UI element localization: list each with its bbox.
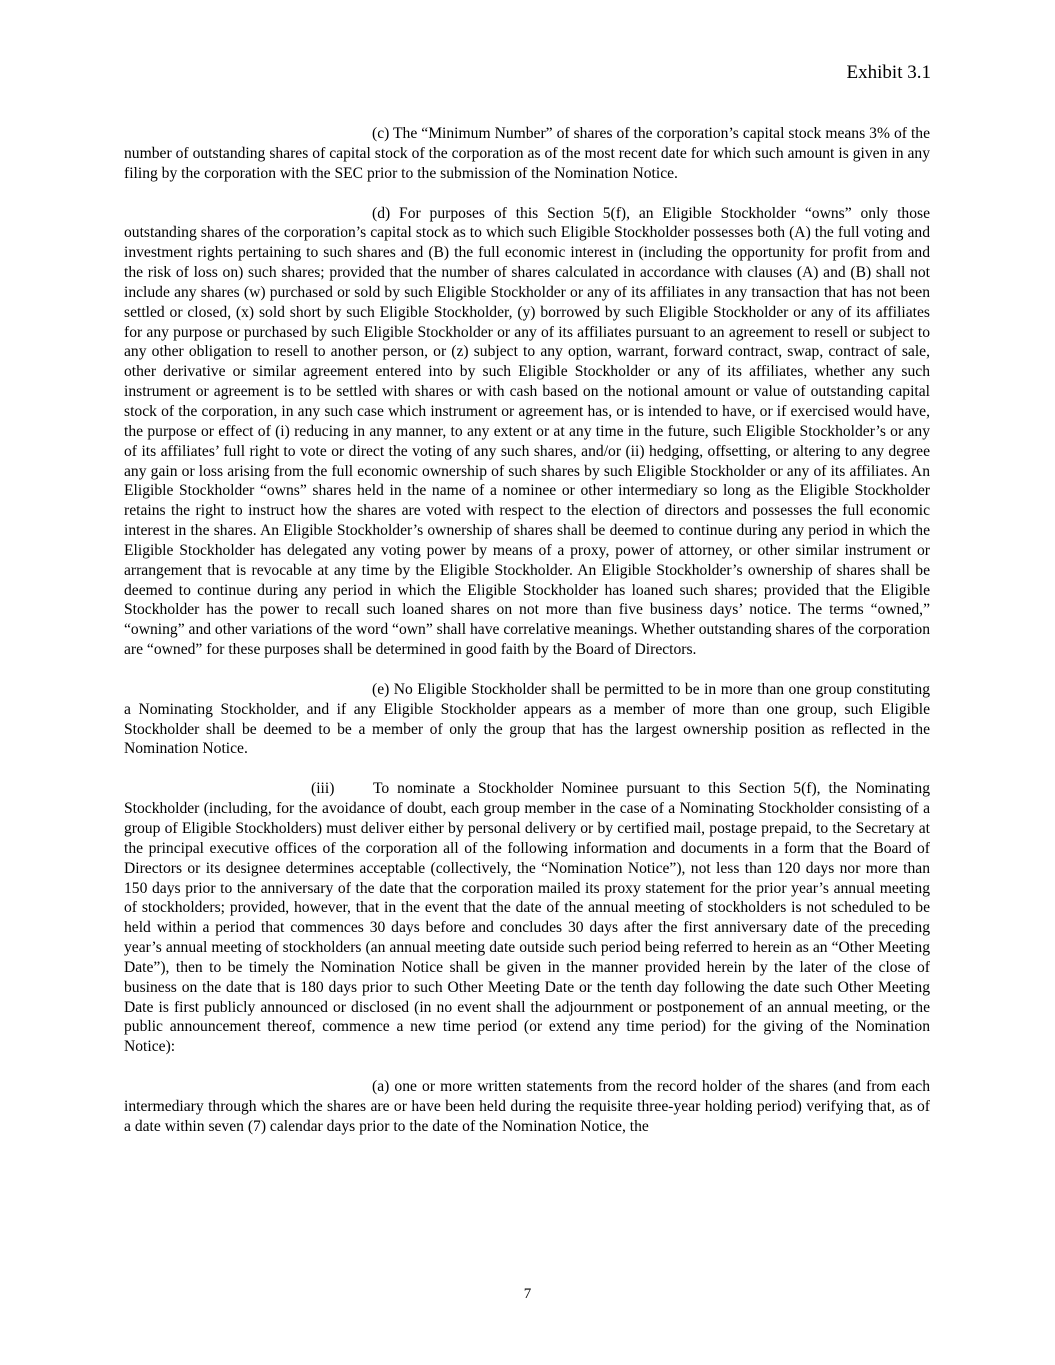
paragraph-iii [124, 779, 930, 1057]
paragraph-e: (e) No Eligible Stockholder shall be permitted to be in more than one group constituting a Nominating Stockholder, and if any Eligible Stockholder appears as a member of more than one group, such Eligible Stockholder shall be deemed to be a member of only the group that has the largest ownership position as reflected in the Nomination Notice. [124, 680, 930, 758]
paragraph-iii-text: To nominate a Stockholder Nominee pursuant to this Section 5(f), the Nominating Stockholder (including, for the avoidance of doubt, each group member in the case of a Nominating Stockholder consisting of a group of Eligible Stockholders) must deliver either by personal delivery or by certified mail, postage prepaid, to the Secretary at the principal executive offices of the corporation all of the following information and documents in a form that the Board of Directors or its designee determines acceptable (collectively, the “Nomination Notice”), not less than 120 days nor more than 150 days prior to the anniversary of the date that the corporation mailed its proxy statement for the prior year’s annual meeting of stockholders; provided, however, that in the event that the date of the annual meeting of stockholders is not scheduled to be held within a period that commences 30 days before and concludes 30 days after the first anniversary date of the preceding year’s annual meeting of stockholders (an annual meeting date outside such period being referred to herein as an “Other Meeting Date”), then to be timely the Nomination Notice shall be given in the manner provided herein by the later of the close of business on the date that is 180 days prior to such Other Meeting Date or the tenth day following the date such Other Meeting Date is first publicly announced or disclosed (in no event shall the adjournment or postponement of an annual meeting, or the public announcement thereof, commence a new time period (or extend any time period) for the giving of the Nomination Notice): [124, 780, 930, 1056]
exhibit-label: Exhibit 3.1 [846, 62, 931, 83]
paragraph-iii-number: (iii) [311, 780, 335, 798]
page-number: 7 [523, 1286, 532, 1302]
paragraph-a: (a) one or more written statements from the record holder of the shares (and from each intermediary through which the shares are or have been held during the requisite three-year holding period) verifying that, as of a date within seven (7) calendar days prior to the date of the Nomination Notice, the [124, 1078, 930, 1135]
paragraph-d: (d) For purposes of this Section 5(f), an Eligible Stockholder “owns” only those outstanding shares of the corporation’s capital stock as to which such Eligible Stockholder possesses both (A) the full voting and investment rights pertaining to such shares and (B) the full economic interest in (including the opportunity for profit from and the risk of loss on) such shares; provided that the number of shares calculated in accordance with clauses (A) and (B) shall not include any shares (w) purchased or sold by such Eligible Stockholder or any of its affiliates in any transaction that has not been settled or closed, (x) sold short by such Eligible Stockholder, (y) borrowed by such Eligible Stockholder or any of its affiliates for any purpose or purchased by such Eligible Stockholder or any of its affiliates pursuant to an agreement to resell or subject to any other obligation to resell to another person, or (z) subject to any option, warrant, forward contract, swap, contract of sale, other derivative or similar agreement entered into by such Eligible Stockholder or any of its affiliates, whether any such instrument or agreement is to be settled with shares or with cash based on the notional amount or value of outstanding capital stock of the corporation, in any such case which instrument or agreement has, or is intended to have, or if exercised would have, the purpose or effect of (i) reducing in any manner, to any extent or at any time in the future, such Eligible Stockholder’s or any of its affiliates’ full right to vote or direct the voting of any such shares, and/or (ii) hedging, offsetting, or altering to any degree any gain or loss arising from the full economic ownership of such shares by such Eligible Stockholder or any of its affiliates. An Eligible Stockholder “owns” shares held in the name of a nominee or other intermediary so long as the Eligible Stockholder retains the right to instruct how the shares are voted with respect to the election of directors and possesses the full economic interest in the shares. An Eligible Stockholder’s ownership of shares shall be deemed to continue during any period in which the Eligible Stockholder has delegated any voting power by means of a proxy, power of attorney, or other similar instrument or arrangement that is revocable at any time by the Eligible Stockholder. An Eligible Stockholder’s ownership of shares shall be deemed to continue during any period in which the Eligible Stockholder has loaned such shares; provided that the Eligible Stockholder has the power to recall such loaned shares on not more than five business days’ notice. The terms “owned,” “owning” and other variations of the word “own” shall have correlative meanings. Whether outstanding shares of the corporation are “owned” for these purposes shall be determined in good faith by the Board of Directors. [124, 204, 930, 659]
document-body [124, 124, 930, 1157]
paragraph-c: (c) The “Minimum Number” of shares of the corporation’s capital stock means 3% of the number of outstanding shares of capital stock of the corporation as of the most recent date for which such amount is given in any filing by the corporation with the SEC prior to the submission of the Nomination Notice. [124, 125, 930, 182]
